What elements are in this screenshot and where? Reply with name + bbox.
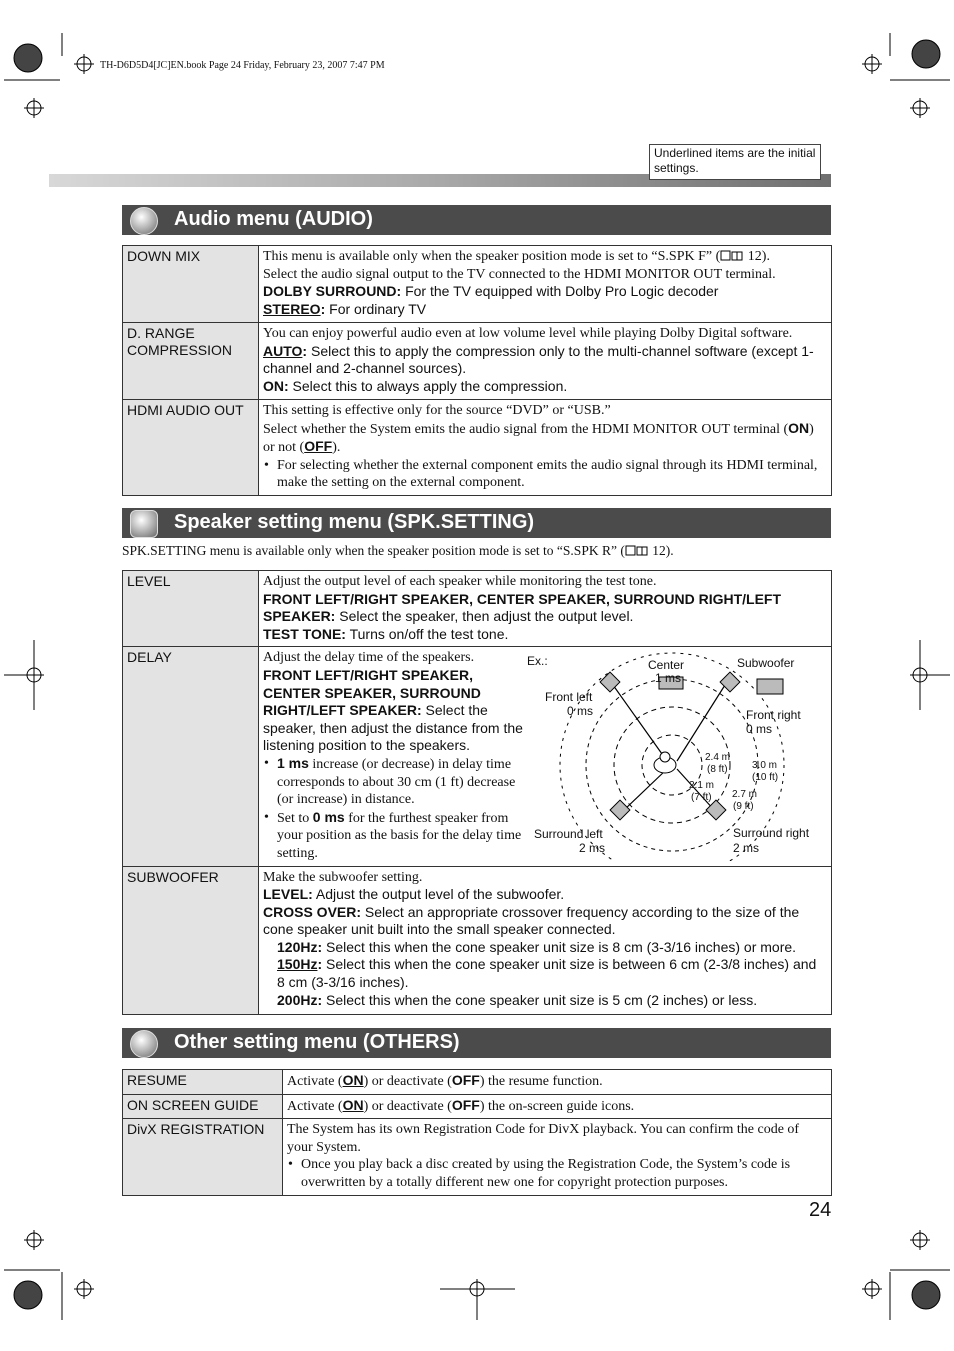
initial-settings-note: Underlined items are the initial settings. bbox=[649, 144, 821, 180]
speaker-intro-text: SPK.SETTING menu is available only when the speaker position mode is set to “S.SPK R” ( 12). bbox=[122, 543, 674, 558]
svg-text:2.1 m: 2.1 m bbox=[689, 780, 715, 792]
audio-section-header bbox=[122, 205, 831, 235]
svg-text:Front left: Front left bbox=[545, 690, 593, 705]
svg-text:(10 ft): (10 ft) bbox=[752, 772, 779, 784]
menu-item-down-mix: DOWN MIX bbox=[123, 246, 259, 323]
svg-text:Ex.:: Ex.: bbox=[527, 654, 548, 669]
table-row: HDMI AUDIO OUT This setting is effective only for the source “DVD” or “USB.” Select whether the System emits the audio signal from the HDMI MONITOR OUT terminal (ON) or not (OFF). • For selecting whether the external component emits the audio signal through its HDMI terminal, make the setting on the external component. bbox=[123, 400, 832, 496]
subwoofer-speaker bbox=[757, 679, 783, 694]
line-front-left bbox=[613, 685, 667, 761]
svg-text:Front right: Front right bbox=[746, 708, 801, 723]
menu-item-level: LEVEL bbox=[123, 571, 259, 647]
menu-item-on-screen-guide: ON SCREEN GUIDE bbox=[123, 1094, 283, 1119]
svg-text:(8 ft): (8 ft) bbox=[707, 764, 728, 776]
svg-text:(7 ft): (7 ft) bbox=[691, 792, 712, 804]
listener-icon bbox=[654, 752, 676, 773]
svg-text:0 ms: 0 ms bbox=[746, 722, 773, 737]
audio-section-title: Audio menu (AUDIO) bbox=[174, 208, 373, 230]
svg-text:Center: Center bbox=[648, 658, 685, 673]
file-info-header: TH-D6D5D4[JC]EN.book Page 24 Friday, February 23, 2007 7:47 PM bbox=[100, 60, 385, 71]
table-row: RESUME Activate (ON) or deactivate (OFF) the resume function. bbox=[123, 1070, 832, 1095]
page-reference-icon bbox=[625, 545, 649, 556]
speaker-section-title: Speaker setting menu (SPK.SETTING) bbox=[174, 511, 535, 533]
svg-text:Surround left: Surround left bbox=[534, 827, 603, 842]
svg-text:0 ms: 0 ms bbox=[567, 704, 594, 719]
svg-text:3.0 m: 3.0 m bbox=[752, 760, 778, 772]
page-number: 24 bbox=[809, 1199, 832, 1221]
menu-item-drange: D. RANGE COMPRESSION bbox=[123, 323, 259, 400]
speaker-delay-diagram bbox=[527, 649, 827, 861]
svg-text:2 ms: 2 ms bbox=[733, 841, 760, 856]
svg-text:Subwoofer: Subwoofer bbox=[737, 656, 795, 671]
menu-item-divx-registration: DivX REGISTRATION bbox=[123, 1119, 283, 1196]
audio-menu-table bbox=[122, 245, 832, 496]
table-row: DivX REGISTRATION The System has its own Registration Code for DivX playback. You can confirm the code of your System. • Once you play back a disc created by using the Registration Code, the System’s code is overwritten by a totally different new one for copyright protection purposes. bbox=[123, 1119, 832, 1196]
speaker-section-header bbox=[122, 508, 831, 538]
speaker-cone-icon bbox=[130, 207, 158, 235]
svg-text:2.7 m: 2.7 m bbox=[732, 789, 758, 801]
table-row: DOWN MIX This menu is available only when the speaker position mode is set to “S.SPK F” ( 12). Select the audio signal output to the TV connected to the HDMI MONITOR OUT terminal. DOLBY SURROUND: For the TV equipped with Dolby Pro Logic decoder STEREO: For ordinary TV bbox=[123, 246, 832, 323]
speaker-settings-icon bbox=[130, 510, 158, 538]
menu-item-resume: RESUME bbox=[123, 1070, 283, 1095]
table-row: SUBWOOFER Make the subwoofer setting. LEVEL: Adjust the output level of the subwoofer. CROSS OVER: Select an appropriate crossover frequency according to the size of the cone speaker unit built into the small speaker connected. 120Hz: Select this when the cone speaker unit size is 8 cm (3-3/16 inches) or more. 150Hz: Select this when the cone speaker unit size is between 6 cm (2-3/8 inches) and 8 cm (3-3/16 inches). 200Hz: Select this when the cone speaker unit size is 5 cm (2 inches) or less. bbox=[123, 866, 832, 1014]
table-row: DELAY Adjust the delay time of the speakers. FRONT LEFT/RIGHT SPEAKER, CENTER SPEAKER, SURROUND RIGHT/LEFT SPEAKER: Select the speaker, then adjust the distance from the listening position to the speakers. • 1 ms increase (or decrease) in delay time corresponds to about 30 cm (1 ft) decrease (or increase) in distance. • Set to 0 ms for the furthest speaker from your position as the basis for the delay time setting. Ex.: Center 1 ms Subwoofer Front left 0 ms Front right 0 ms Surround left 2 ms Surround right 2 ms 2.4 m (8 ft) 3.0 m (10 ft) 2.1 m (7 ft) 2.7 m (9 ft) bbox=[123, 647, 832, 866]
front-left-speaker bbox=[600, 672, 620, 692]
line-front-right bbox=[677, 685, 725, 761]
table-row: ON SCREEN GUIDE Activate (ON) or deactivate (OFF) the on-screen guide icons. bbox=[123, 1094, 832, 1119]
svg-text:1 ms: 1 ms bbox=[655, 671, 682, 686]
others-menu-table bbox=[122, 1069, 832, 1196]
surround-left-speaker bbox=[610, 800, 630, 820]
table-row: D. RANGE COMPRESSION You can enjoy powerful audio even at low volume level while playing Dolby Digital software. AUTO: Select this to apply the compression only to the multi-channel software (except 1-channel and 2-channel sources). ON: Select this to always apply the compression. bbox=[123, 323, 832, 400]
speaker-menu-table bbox=[122, 570, 832, 1015]
wrench-icon bbox=[130, 1030, 158, 1058]
menu-item-subwoofer: SUBWOOFER bbox=[123, 866, 259, 1014]
menu-item-delay: DELAY bbox=[123, 647, 259, 866]
svg-text:Surround right: Surround right bbox=[733, 826, 810, 841]
surround-right-speaker bbox=[706, 800, 726, 820]
svg-text:2 ms: 2 ms bbox=[579, 841, 606, 856]
others-section-header bbox=[122, 1028, 831, 1058]
svg-text:2.4 m: 2.4 m bbox=[705, 752, 731, 764]
others-section-title: Other setting menu (OTHERS) bbox=[174, 1031, 460, 1053]
svg-text:(9 ft): (9 ft) bbox=[733, 801, 754, 813]
menu-item-hdmi-audio-out: HDMI AUDIO OUT bbox=[123, 400, 259, 496]
table-row: LEVEL Adjust the output level of each speaker while monitoring the test tone. FRONT LEFT/RIGHT SPEAKER, CENTER SPEAKER, SURROUND RIGHT/LEFT SPEAKER: Select the speaker, then adjust the output level. TEST TONE: Turns on/off the test tone. bbox=[123, 571, 832, 647]
page-reference-icon bbox=[720, 250, 744, 261]
